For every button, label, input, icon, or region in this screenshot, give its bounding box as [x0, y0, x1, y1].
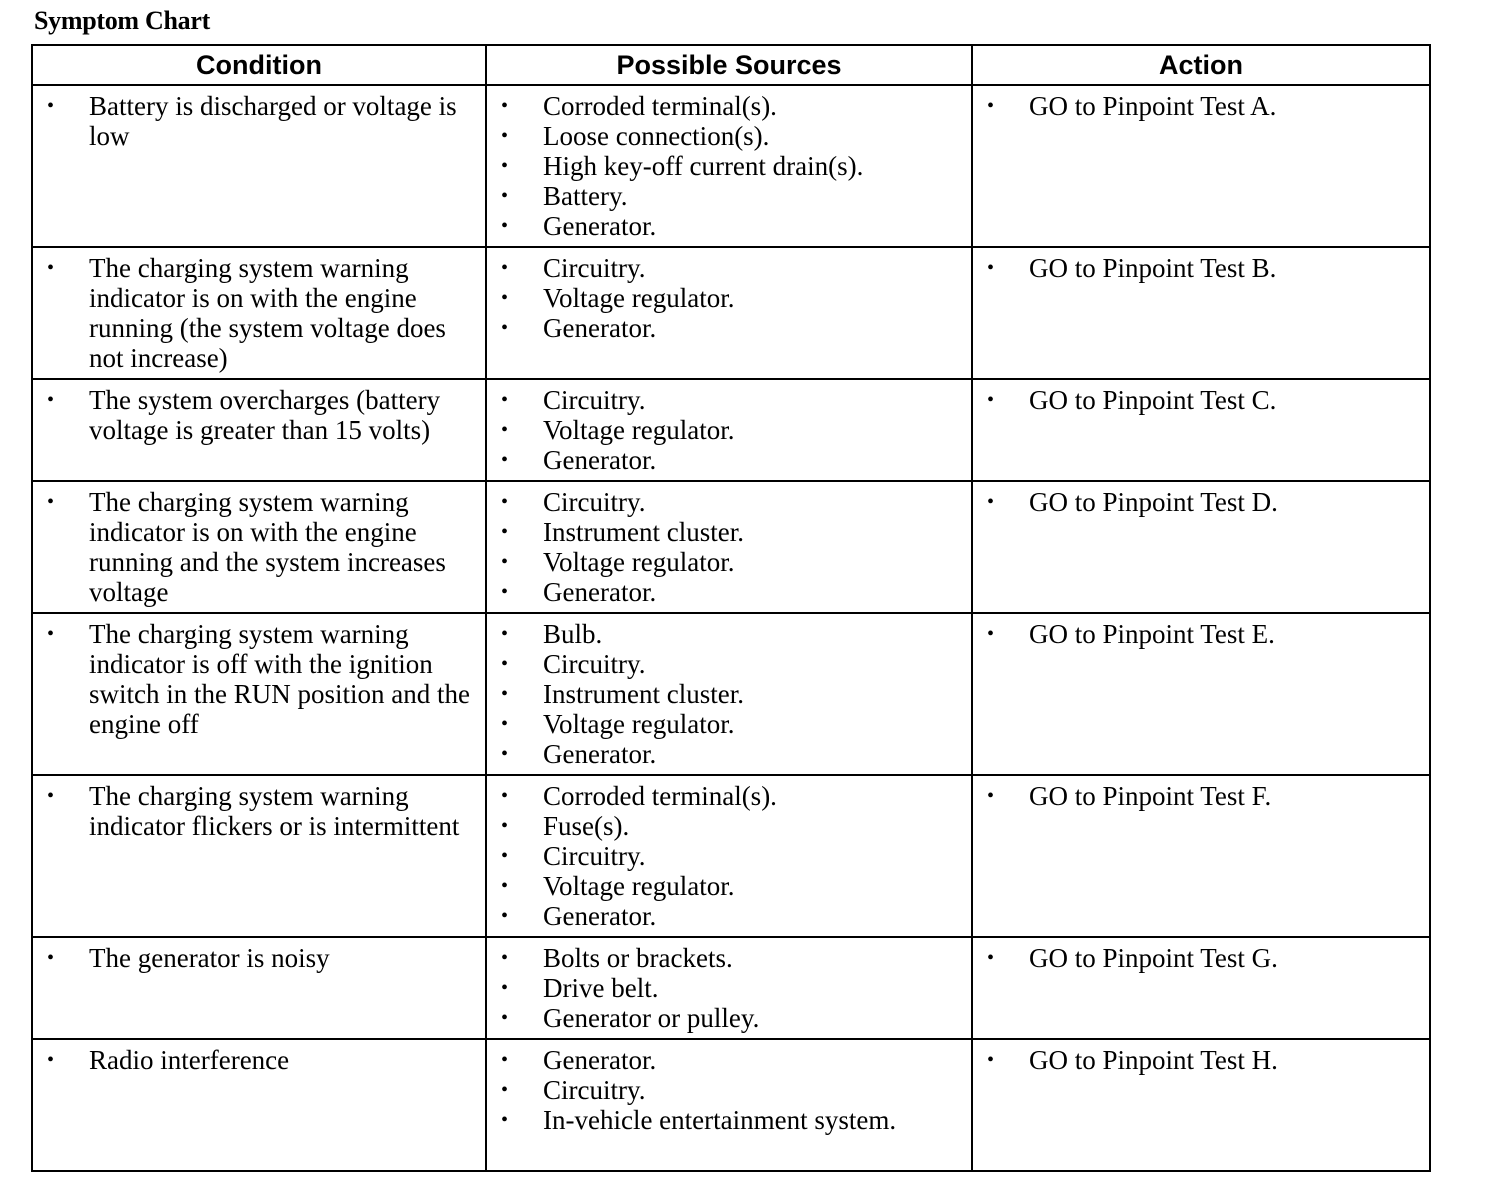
- header-row: [32, 45, 1430, 85]
- possible-sources-cell: [486, 613, 972, 775]
- source-item: • Bulb.: [495, 619, 965, 649]
- action-text: • GO to Pinpoint Test B.: [981, 253, 1423, 283]
- condition-text: • The system overcharges (battery voltage is greater than 15 volts): [41, 385, 479, 445]
- action-text: • GO to Pinpoint Test A.: [981, 91, 1423, 121]
- condition-cell: [32, 481, 486, 613]
- sources-list: [495, 943, 965, 1033]
- action-cell: [972, 937, 1430, 1039]
- sources-list: [495, 619, 965, 769]
- header-action: Action: [972, 45, 1430, 85]
- source-item: • Generator.: [495, 211, 965, 241]
- condition-text: • The generator is noisy: [41, 943, 479, 973]
- condition-text: • The charging system warning indicator flickers or is intermittent: [41, 781, 479, 841]
- source-item: • Battery.: [495, 181, 965, 211]
- condition-text: • Radio interference: [41, 1045, 479, 1075]
- source-item: • Fuse(s).: [495, 811, 965, 841]
- source-item: • Circuitry.: [495, 385, 965, 415]
- source-item: • Generator.: [495, 739, 965, 769]
- source-item: • Voltage regulator.: [495, 547, 965, 577]
- table-body: [32, 85, 1430, 1171]
- source-item: • Corroded terminal(s).: [495, 781, 965, 811]
- possible-sources-cell: [486, 247, 972, 379]
- possible-sources-cell: [486, 775, 972, 937]
- table-row: [32, 937, 1430, 1039]
- source-item: • High key-off current drain(s).: [495, 151, 965, 181]
- action-cell: [972, 481, 1430, 613]
- source-item: • Generator.: [495, 901, 965, 931]
- condition-cell: [32, 379, 486, 481]
- source-item: • In-vehicle entertainment system.: [495, 1105, 965, 1135]
- source-item: • Voltage regulator.: [495, 415, 965, 445]
- source-item: • Circuitry.: [495, 841, 965, 871]
- action-text: • GO to Pinpoint Test C.: [981, 385, 1423, 415]
- condition-cell: [32, 85, 486, 247]
- condition-cell: [32, 613, 486, 775]
- condition-cell: [32, 1039, 486, 1171]
- condition-cell: [32, 247, 486, 379]
- possible-sources-cell: [486, 937, 972, 1039]
- table-row: [32, 613, 1430, 775]
- possible-sources-cell: [486, 85, 972, 247]
- condition-text: • The charging system warning indicator is on with the engine running (the system voltage does not increase): [41, 253, 479, 373]
- source-item: • Drive belt.: [495, 973, 965, 1003]
- action-text: • GO to Pinpoint Test E.: [981, 619, 1423, 649]
- source-item: • Loose connection(s).: [495, 121, 965, 151]
- possible-sources-cell: [486, 481, 972, 613]
- action-text: • GO to Pinpoint Test F.: [981, 781, 1423, 811]
- sources-list: [495, 781, 965, 931]
- possible-sources-cell: [486, 1039, 972, 1171]
- condition-cell: [32, 937, 486, 1039]
- source-item: • Generator or pulley.: [495, 1003, 965, 1033]
- source-item: • Generator.: [495, 445, 965, 475]
- table-row: [32, 379, 1430, 481]
- possible-sources-cell: [486, 379, 972, 481]
- action-cell: [972, 775, 1430, 937]
- action-text: • GO to Pinpoint Test G.: [981, 943, 1423, 973]
- source-item: • Voltage regulator.: [495, 871, 965, 901]
- header-condition: Condition: [32, 45, 486, 85]
- source-item: • Circuitry.: [495, 649, 965, 679]
- sources-list: [495, 385, 965, 475]
- table-row: [32, 1039, 1430, 1171]
- source-item: • Generator.: [495, 313, 965, 343]
- source-item: • Generator.: [495, 577, 965, 607]
- condition-text: • The charging system warning indicator is off with the ignition switch in the RUN position and the engine off: [41, 619, 479, 739]
- sources-list: [495, 487, 965, 607]
- action-cell: [972, 379, 1430, 481]
- action-cell: [972, 85, 1430, 247]
- header-possible-sources: Possible Sources: [486, 45, 972, 85]
- symptom-chart-table: [31, 44, 1431, 1172]
- source-item: • Generator.: [495, 1045, 965, 1075]
- table-row: [32, 247, 1430, 379]
- source-item: • Instrument cluster.: [495, 679, 965, 709]
- table-row: [32, 481, 1430, 613]
- sources-list: [495, 1045, 965, 1135]
- condition-cell: [32, 775, 486, 937]
- source-item: • Bolts or brackets.: [495, 943, 965, 973]
- source-item: • Circuitry.: [495, 253, 965, 283]
- action-cell: [972, 1039, 1430, 1171]
- action-text: • GO to Pinpoint Test D.: [981, 487, 1423, 517]
- sources-list: [495, 253, 965, 343]
- source-item: • Corroded terminal(s).: [495, 91, 965, 121]
- source-item: • Circuitry.: [495, 487, 965, 517]
- table-row: [32, 85, 1430, 247]
- condition-text: • Battery is discharged or voltage is low: [41, 91, 479, 151]
- source-item: • Voltage regulator.: [495, 709, 965, 739]
- action-text: • GO to Pinpoint Test H.: [981, 1045, 1423, 1075]
- source-item: • Voltage regulator.: [495, 283, 965, 313]
- chart-title: Symptom Chart: [34, 6, 210, 35]
- condition-text: • The charging system warning indicator is on with the engine running and the system increases voltage: [41, 487, 479, 607]
- source-item: • Circuitry.: [495, 1075, 965, 1105]
- action-cell: [972, 247, 1430, 379]
- action-cell: [972, 613, 1430, 775]
- source-item: • Instrument cluster.: [495, 517, 965, 547]
- sources-list: [495, 91, 965, 241]
- table-row: [32, 775, 1430, 937]
